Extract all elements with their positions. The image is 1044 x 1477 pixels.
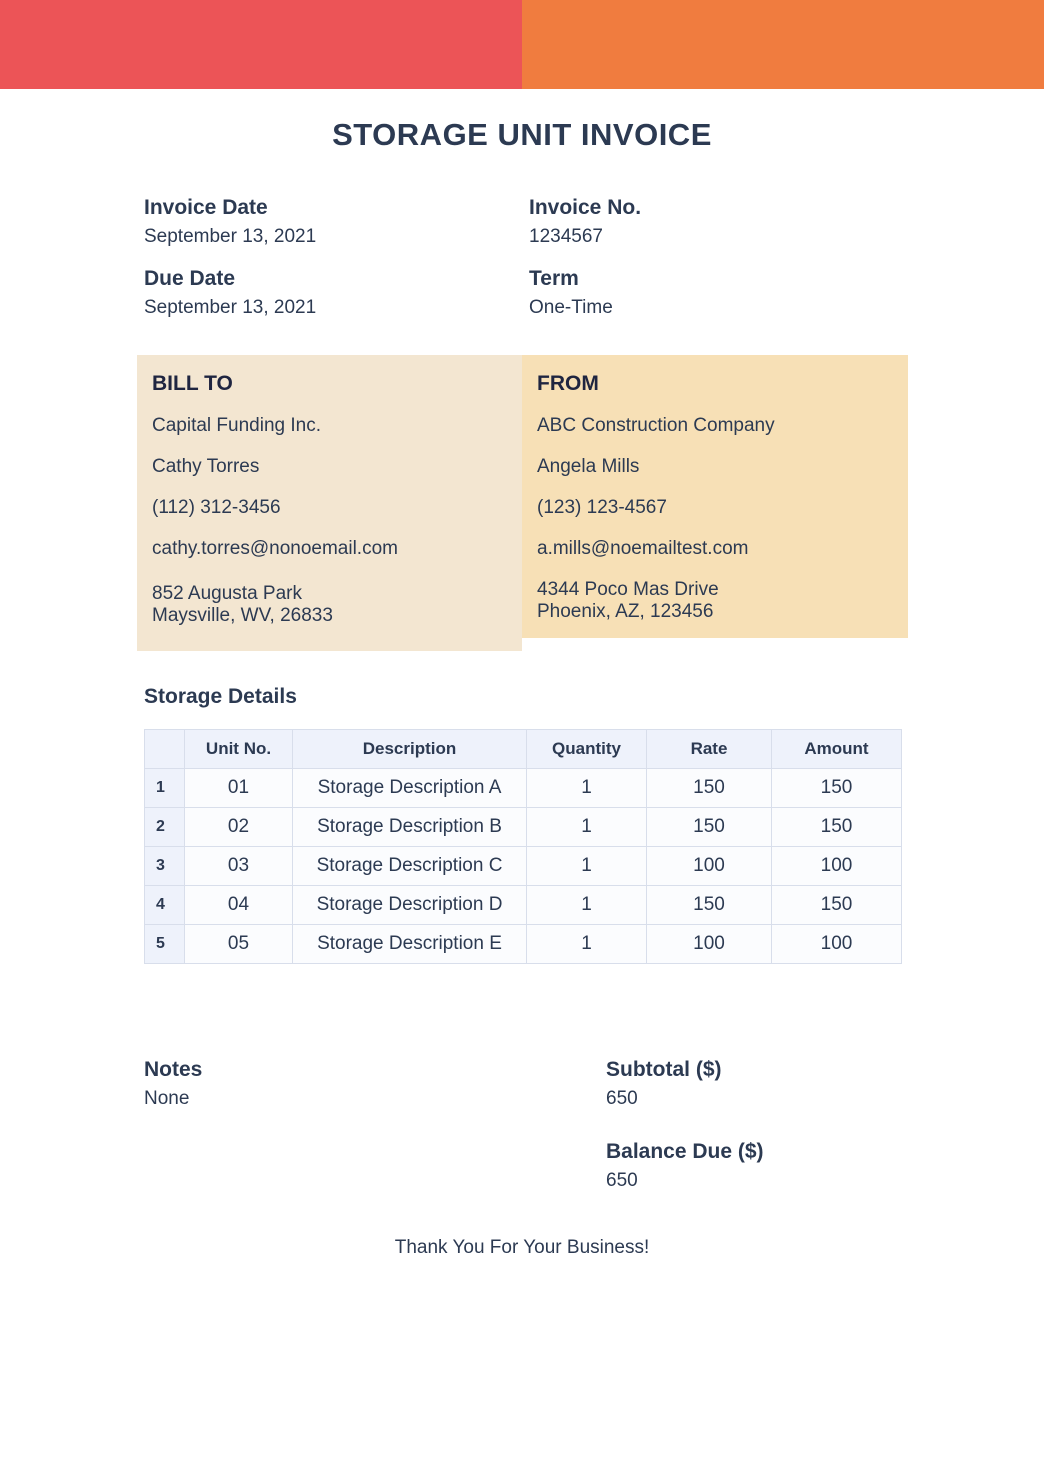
invoice-no-block bbox=[529, 196, 641, 248]
row-index: 4 bbox=[145, 886, 185, 925]
from-phone: (123) 123-4567 bbox=[537, 497, 667, 518]
table-row bbox=[145, 769, 902, 808]
row-index: 5 bbox=[145, 925, 185, 964]
balance-due-label: Balance Due ($) bbox=[606, 1140, 764, 1163]
bill-to-contact: Cathy Torres bbox=[152, 456, 260, 477]
bill-to-address bbox=[152, 583, 333, 627]
subtotal-value: 650 bbox=[606, 1088, 638, 1109]
cell-rate: 150 bbox=[647, 769, 772, 808]
due-date-value: September 13, 2021 bbox=[144, 297, 317, 318]
from-header: FROM bbox=[537, 372, 599, 395]
invoice-date-value: September 13, 2021 bbox=[144, 226, 317, 247]
cell-rate: 100 bbox=[647, 925, 772, 964]
cell-amount: 100 bbox=[772, 847, 902, 886]
cell-amount: 150 bbox=[772, 808, 902, 847]
cell-amount: 150 bbox=[772, 769, 902, 808]
due-date-label: Due Date bbox=[144, 267, 236, 290]
cell-unit-no: 04 bbox=[185, 886, 293, 925]
from-company: ABC Construction Company bbox=[537, 415, 775, 436]
bill-to-phone: (112) 312-3456 bbox=[152, 497, 281, 518]
cell-amount: 100 bbox=[772, 925, 902, 964]
from-panel bbox=[522, 355, 908, 638]
cell-description: Storage Description E bbox=[293, 925, 527, 964]
header-band-left bbox=[0, 0, 522, 89]
cell-rate: 100 bbox=[647, 847, 772, 886]
cell-description: Storage Description A bbox=[293, 769, 527, 808]
cell-unit-no: 02 bbox=[185, 808, 293, 847]
cell-description: Storage Description B bbox=[293, 808, 527, 847]
notes-value: None bbox=[144, 1088, 190, 1109]
from-email: a.mills@noemailtest.com bbox=[537, 538, 749, 559]
term-value: One-Time bbox=[529, 297, 613, 318]
storage-details-title: Storage Details bbox=[144, 685, 297, 708]
invoice-date-label: Invoice Date bbox=[144, 196, 268, 219]
cell-unit-no: 01 bbox=[185, 769, 293, 808]
header-band-right bbox=[522, 0, 1044, 89]
row-index: 2 bbox=[145, 808, 185, 847]
notes-block bbox=[144, 1058, 202, 1110]
cell-quantity: 1 bbox=[527, 808, 647, 847]
table-row bbox=[145, 847, 902, 886]
cell-unit-no: 05 bbox=[185, 925, 293, 964]
cell-unit-no: 03 bbox=[185, 847, 293, 886]
table-row bbox=[145, 925, 902, 964]
due-date-block bbox=[144, 267, 316, 319]
cell-amount: 150 bbox=[772, 886, 902, 925]
col-header-description: Description bbox=[293, 730, 527, 769]
bill-to-header: BILL TO bbox=[152, 372, 233, 395]
notes-label: Notes bbox=[144, 1058, 203, 1081]
cell-description: Storage Description D bbox=[293, 886, 527, 925]
table-row bbox=[145, 886, 902, 925]
balance-due-value: 650 bbox=[606, 1170, 638, 1191]
bill-to-address-line1: 852 Augusta Park bbox=[152, 583, 302, 604]
from-contact: Angela Mills bbox=[537, 456, 640, 477]
col-header-index bbox=[145, 730, 185, 769]
cell-rate: 150 bbox=[647, 808, 772, 847]
row-index: 1 bbox=[145, 769, 185, 808]
from-address bbox=[537, 579, 719, 623]
subtotal-label: Subtotal ($) bbox=[606, 1058, 722, 1081]
bill-to-address-line2: Maysville, WV, 26833 bbox=[152, 605, 333, 626]
cell-quantity: 1 bbox=[527, 769, 647, 808]
col-header-quantity: Quantity bbox=[527, 730, 647, 769]
invoice-no-label: Invoice No. bbox=[529, 196, 642, 219]
cell-quantity: 1 bbox=[527, 847, 647, 886]
table-row bbox=[145, 808, 902, 847]
table-header-row bbox=[145, 730, 902, 769]
bill-to-email: cathy.torres@nonoemail.com bbox=[152, 538, 398, 559]
from-address-line2: Phoenix, AZ, 123456 bbox=[537, 601, 714, 622]
col-header-unit-no: Unit No. bbox=[185, 730, 293, 769]
bill-to-company: Capital Funding Inc. bbox=[152, 415, 321, 436]
cell-quantity: 1 bbox=[527, 886, 647, 925]
invoice-date-block bbox=[144, 196, 316, 248]
storage-details-table bbox=[144, 729, 902, 964]
cell-description: Storage Description C bbox=[293, 847, 527, 886]
balance-due-block bbox=[606, 1140, 764, 1192]
invoice-no-value: 1234567 bbox=[529, 226, 603, 247]
col-header-rate: Rate bbox=[647, 730, 772, 769]
row-index: 3 bbox=[145, 847, 185, 886]
bill-to-panel bbox=[137, 355, 522, 651]
subtotal-block bbox=[606, 1058, 722, 1110]
cell-rate: 150 bbox=[647, 886, 772, 925]
col-header-amount: Amount bbox=[772, 730, 902, 769]
term-block bbox=[529, 267, 613, 319]
from-address-line1: 4344 Poco Mas Drive bbox=[537, 579, 719, 600]
thank-you-message: Thank You For Your Business! bbox=[394, 1237, 650, 1258]
cell-quantity: 1 bbox=[527, 925, 647, 964]
term-label: Term bbox=[529, 267, 579, 290]
invoice-title: STORAGE UNIT INVOICE bbox=[332, 117, 712, 152]
